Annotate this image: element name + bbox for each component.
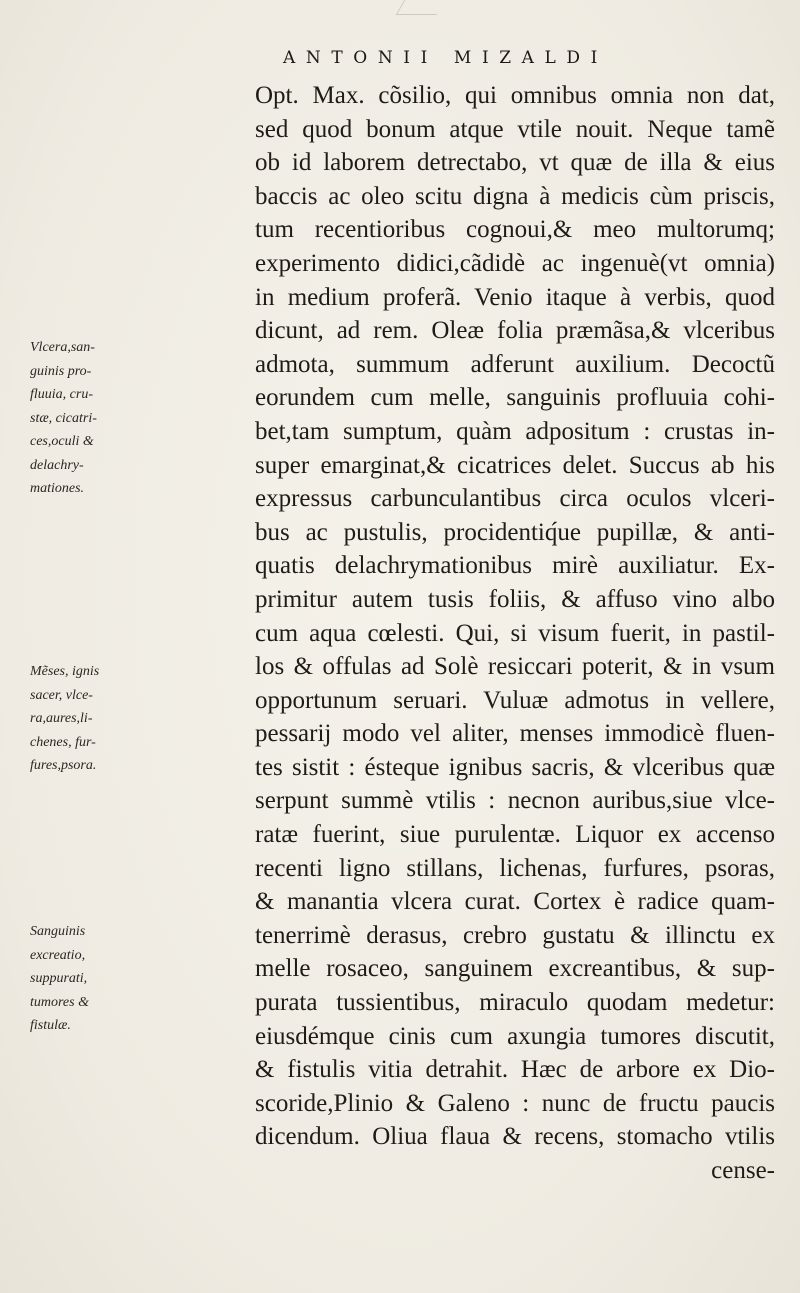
marginal-note-menses (30, 660, 130, 778)
page-tear-mark (396, 0, 446, 15)
marginal-note-blood (30, 920, 130, 1038)
text-line: quatis delachrymationibus mirè auxiliatur. Ex- (255, 552, 775, 580)
text-line: ob id laborem detrectabo, vt quæ de illa & eius (255, 149, 775, 177)
note-line: mationes. (30, 481, 85, 496)
note-line: stæ, cicatri- (30, 410, 97, 426)
note-line: Vlcera,san- (30, 340, 95, 355)
note-line: tumores & (30, 994, 89, 1010)
text-line: eorundem cum melle, sanguinis profluuia cohi- (255, 384, 775, 412)
text-line: expressus carbunculantibus circa oculos vlceri- (255, 485, 775, 513)
note-line: fluuia, cru- (30, 387, 93, 402)
text-line: tenerrimè derasus, crebro gustatu & illinctu ex (255, 921, 775, 949)
note-line: chenes, fur- (30, 734, 96, 750)
text-line: los & offulas ad Solè resiccari poterit, & in vsum (255, 653, 775, 681)
catchword: cense- (711, 1157, 775, 1184)
text-line: Opt. Max. cõsilio, qui omnibus omnia non dat, (255, 82, 775, 109)
note-line: Sanguinis (30, 924, 86, 939)
text-line: purata tussientibus, miraculo quodam medetur: (255, 989, 775, 1017)
text-line: bet,tam sumptum, quàm adpositum : crustas in- (255, 417, 775, 445)
text-line: tum recentioribus cognoui,& meo multorumq; (255, 216, 775, 244)
text-line: tes sistit : ésteque ignibus sacris, & vlceribus quæ (255, 753, 775, 781)
text-line: opportunum seruari. Vuluæ admotus in vellere, (255, 686, 775, 714)
text-line: dicendum. Oliua flaua & recens, stomacho vtilis (255, 1123, 775, 1151)
note-line: excreatio, (30, 947, 86, 963)
text-line: & manantia vlcera curat. Cortex è radice quam- (255, 888, 775, 916)
text-line: sed quod bonum atque vtile nouit. Neque tamẽ (255, 115, 775, 143)
note-line: Mẽses, ignis (30, 664, 100, 679)
text-line: in medium proferã. Venio itaque à verbis, quod (255, 283, 775, 311)
marginal-note-ulcers (30, 336, 130, 501)
text-line: cum aqua cœlesti. Qui, si visum fuerit, in pastil- (255, 619, 775, 647)
text-line: melle rosaceo, sanguinem excreantibus, & sup- (255, 955, 775, 983)
text-line: ratæ fuerint, siue purulentæ. Liquor ex accenso (255, 821, 775, 849)
text-line: recenti ligno stillans, lichenas, furfures, psoras, (255, 854, 775, 882)
text-line: dicunt, ad rem. Oleæ folia præmãsa,& vlceribus (255, 317, 775, 345)
note-line: suppurati, (30, 971, 88, 986)
note-line: delachry- (30, 457, 84, 473)
text-line: admota, summum adferunt auxilium. Decoctũ (255, 350, 775, 378)
text-line: super emarginat,& cicatrices delet. Succus ab his (255, 451, 775, 479)
text-line: bus ac pustulis, procidentiq́ue pupillæ, & anti- (255, 518, 775, 546)
note-line: ra,aures,li- (30, 711, 93, 726)
text-line: eiusdémque cinis cum axungia tumores discutit, (255, 1022, 775, 1050)
note-line: guinis pro- (30, 363, 92, 379)
text-line: pessarij modo vel aliter, menses immodicè fluen- (255, 720, 775, 748)
text-line: primitur autem tusis foliis, & affuso vino albo (255, 585, 775, 613)
text-line: experimento didici,cãdidè ac ingenuè(vt omnia) (255, 249, 775, 277)
text-line: baccis ac oleo scitu digna à medicis cùm priscis, (255, 182, 775, 210)
note-line: sacer, vlce- (30, 687, 93, 703)
note-line: ces,oculi & (30, 434, 94, 449)
text-line: scoride,Plinio & Galeno : nunc de fructu paucis (255, 1089, 775, 1117)
main-text-block (255, 79, 775, 1188)
note-line: fistulæ. (30, 1018, 71, 1033)
text-line: & fistulis vitia detrahit. Hæc de arbore ex Dio- (255, 1056, 775, 1084)
note-line: fures,psora. (30, 758, 97, 773)
running-head: ANTONII MIZALDI (283, 48, 608, 68)
text-line: serpunt summè vtilis : necnon auribus,siue vlce- (255, 787, 775, 815)
